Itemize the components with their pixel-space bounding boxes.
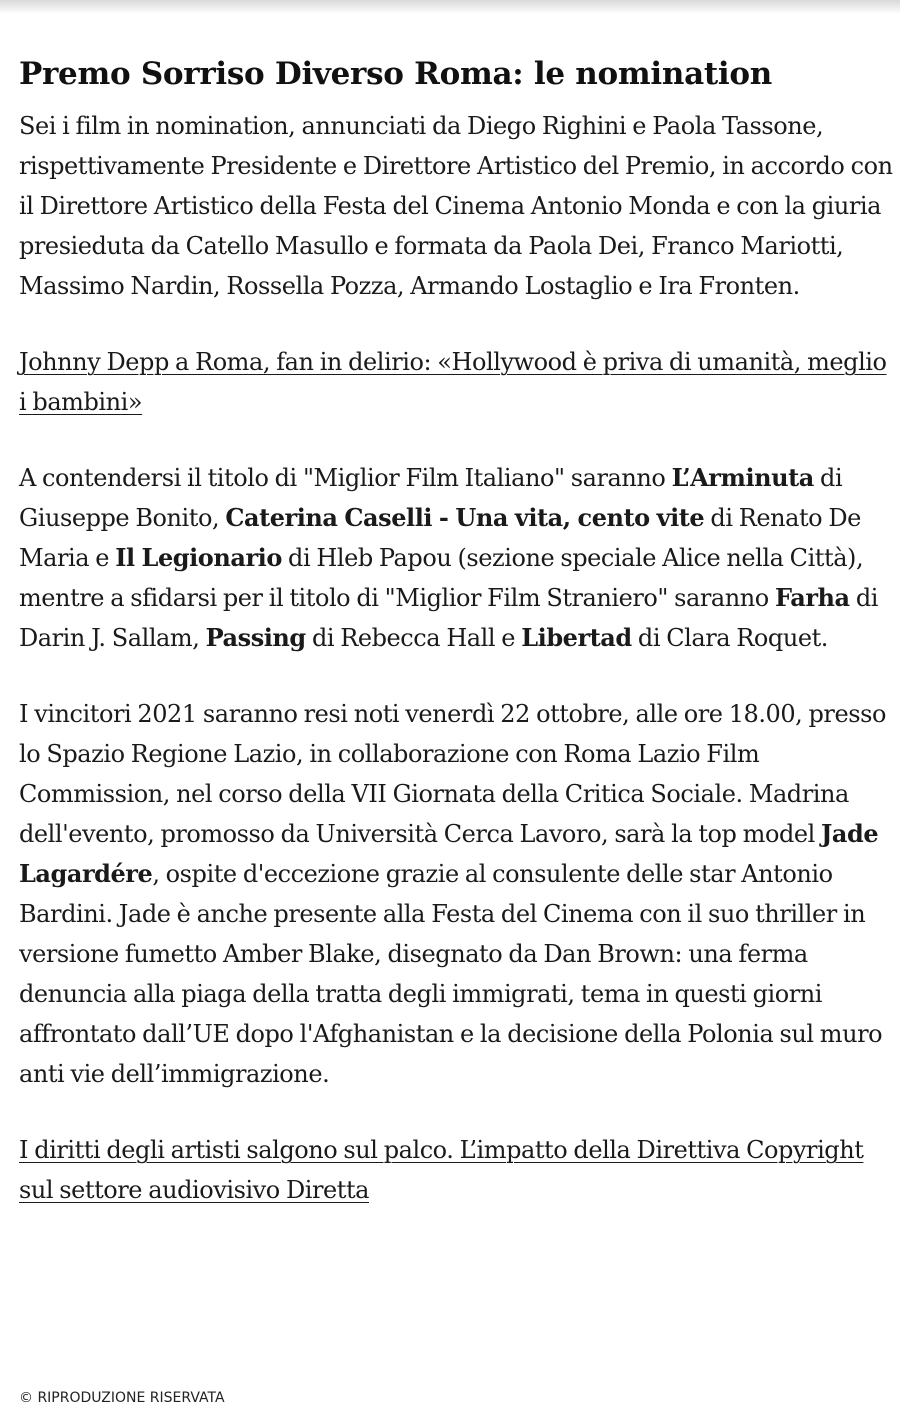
- top-shadow: [0, 0, 900, 14]
- related-link-diritti-artisti[interactable]: I diritti degli artisti salgono sul palco. L’impatto della Direttiva Copyright sul settore audiovisivo Diretta: [19, 1136, 864, 1204]
- film-title-caterina-caselli: Caterina Caselli - Una vita, cento vite: [225, 503, 705, 532]
- article-title: Premo Sorriso Diverso Roma: le nomination: [19, 56, 772, 92]
- paragraph-nominations: Sei i film in nomination, annunciati da Diego Righini e Paola Tassone, rispettivamente Presidente e Direttore Artistico del Premio, in accordo con il Direttore Artistico della Festa del Cinema Antonio Monda e con la giuria presieduta da Catello Masullo e formata da Paola Dei, Franco Mariotti, Massimo Nardin, Rossella Pozza, Armando Lostaglio e Ira Fronten.: [19, 112, 893, 300]
- text: di Hleb Papou (sezione speciale Alice nella Città), mentre a sfidarsi per il titolo di "Miglior Film Straniero" saranno: [19, 544, 864, 612]
- film-title-farha: Farha: [774, 583, 850, 612]
- text: di Clara Roquet.: [631, 624, 828, 652]
- film-title-arminuta: L’Arminuta: [671, 463, 814, 492]
- paragraph-winners: [19, 694, 895, 1094]
- text: I vincitori 2021 saranno resi noti venerdì 22 ottobre, alle ore 18.00, presso lo Spazio Regione Lazio, in collaborazione con Roma Lazio Film Commission, nel corso della VII Giornata della Critica Sociale. Madrina dell'evento, promosso da Università Cerca Lavoro, sarà la top model: [19, 700, 886, 848]
- name-jade-lagardere: Jade Lagardére: [19, 819, 879, 888]
- copyright-notice: © RIPRODUZIONE RISERVATA: [19, 1390, 225, 1406]
- film-title-libertad: Libertad: [521, 623, 632, 652]
- paragraph-films: [19, 458, 895, 658]
- text: , ospite d'eccezione grazie al consulente delle star Antonio Bardini. Jade è anche presente alla Festa del Cinema con il suo thriller in versione fumetto Amber Blake, disegnato da Dan Brown: una ferma denuncia alla piaga della tratta degli immigrati, tema in questi giorni affrontato dall’UE dopo l'Afghanistan e la decisione della Polonia sul muro anti vie dell’immigrazione.: [19, 860, 883, 1088]
- text: di Rebecca Hall e: [305, 624, 522, 652]
- text: A contendersi il titolo di "Miglior Film Italiano" saranno: [19, 464, 672, 492]
- related-link-paragraph: [19, 1130, 895, 1210]
- film-title-passing: Passing: [205, 623, 306, 652]
- text: di Giuseppe Bonito,: [19, 464, 843, 532]
- film-title-legionario: Il Legionario: [115, 543, 282, 572]
- text: di Darin J. Sallam,: [19, 584, 878, 652]
- article: [19, 52, 895, 1210]
- text: di Renato De Maria e: [19, 504, 861, 572]
- related-link-johnny-depp[interactable]: Johnny Depp a Roma, fan in delirio: «Hollywood è priva di umanità, meglio i bambini»: [19, 348, 887, 416]
- related-link-paragraph: [19, 342, 895, 422]
